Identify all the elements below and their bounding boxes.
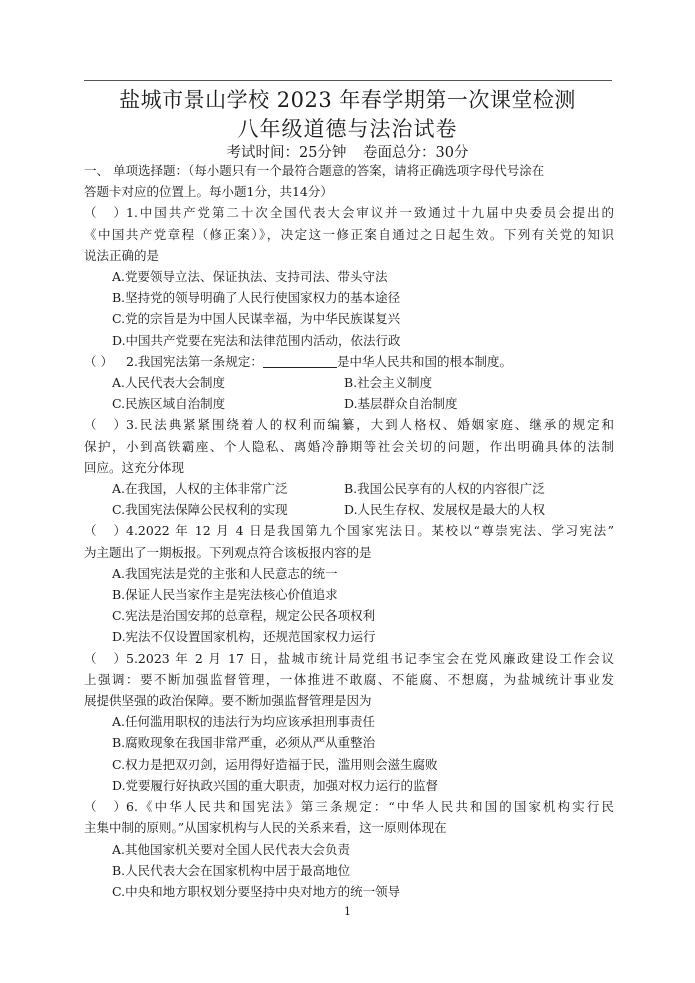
question-stem: 为主题出了一期板报。下列观点符合该板报内容的是	[84, 544, 372, 560]
total-score: 卷面总分：30分	[363, 145, 469, 161]
option-d: D.人民生存权、发展权是最大的人权	[344, 502, 546, 518]
option-c: C.党的宗旨是为中国人民谋幸福，为中华民族谋复兴	[112, 311, 401, 327]
option-a: A.在我国，人权的主体非常广泛	[112, 481, 288, 497]
option-b: B.社会主义制度	[344, 375, 433, 391]
option-c: C.宪法是治国安邦的总章程，规定公民各项权利	[112, 608, 376, 624]
section-heading: 一、 单项选择题：（每小题只有一个最符合题意的答案，请将正确选项字母代号涂在	[84, 163, 545, 178]
option-a: A.我国宪法是党的主张和人民意志的统一	[112, 565, 338, 581]
option-a: A.任何滥用职权的违法行为均应该承担刑事责任	[112, 714, 376, 730]
question-1	[84, 202, 614, 350]
answer-paren: （ ）	[84, 205, 126, 221]
header-rule	[84, 80, 612, 81]
option-a: A.其他国家机关要对全国人民代表大会负责	[112, 841, 351, 857]
option-c: C.权力是把双刃剑，运用得好造福于民，滥用则会滋生腐败	[112, 756, 438, 772]
question-4	[84, 520, 614, 647]
option-d: D.基层群众自治制度	[344, 396, 458, 412]
question-stem: 说法正确的是	[84, 247, 160, 263]
fill-blank	[263, 353, 337, 368]
page-number: 1	[344, 905, 351, 918]
option-a: A.人民代表大会制度	[112, 375, 226, 391]
option-b: B.坚持党的领导明确了人民行使国家权力的基本途径	[112, 290, 401, 306]
question-stem: 5.2023 年 2 月 17 日，盐城市统计局党组书记李宝会在党风廉政建设工作会议	[126, 650, 614, 666]
question-stem: 6.《中华人民共和国宪法》第三条规定：“中华人民共和国的国家机构实行民	[126, 799, 614, 815]
option-a: A.党要领导立法、保证执法、支持司法、带头守法	[112, 269, 388, 285]
option-b: B.保证人民当家作主是宪法核心价值追求	[112, 587, 338, 603]
question-stem: 展提供坚强的政治保障。要不断加强监督管理是因为	[84, 693, 372, 709]
option-b: B.我国公民享有的人权的内容很广泛	[344, 481, 545, 497]
question-5	[84, 648, 614, 796]
exam-time: 考试时间：25分钟	[226, 145, 347, 161]
question-stem: 主集中制的原则。”从国家机构与人民的关系来看，这一原则体现在	[84, 820, 447, 836]
answer-paren: （ ）	[84, 799, 126, 815]
question-stem: 3.民法典紧紧围绕着人的权利而编纂，大到人格权、婚姻家庭、继承的规定和	[126, 417, 614, 433]
question-3	[84, 414, 614, 520]
exam-body	[84, 160, 614, 902]
title-line-1: 盐城市景山学校 2023 年春学期第一次课堂检测	[119, 88, 576, 112]
question-2	[84, 351, 614, 415]
option-d: D.中国共产党要在宪法和法律范围内活动，依法行政	[112, 332, 401, 348]
question-stem: 回应。这充分体现	[84, 459, 185, 475]
question-stem: 保护，小到高铁霸座、个人隐私、离婚冷静期等社会关切的问题，作出明确具体的法制	[84, 438, 614, 454]
option-d: D.党要履行好执政兴国的重大职责，加强对权力运行的监督	[112, 777, 439, 793]
answer-paren: （ ）	[84, 523, 126, 539]
title-line-2: 八年级道德与法治试卷	[237, 117, 458, 141]
answer-paren: （ ）	[84, 417, 126, 433]
question-stem: 4.2022 年 12 月 4 日是我国第九个国家宪法日。某校以“尊崇宪法、学习宪法”	[126, 523, 614, 539]
answer-paren: （ ）	[84, 650, 126, 666]
option-c: C.我国宪法保障公民权利的实现	[112, 502, 288, 518]
question-stem: 上强调：要不断加强监督管理，一体推进不敢腐、不能腐、不想腐，为盐城统计事业发	[84, 671, 614, 687]
question-stem: 1.中国共产党第二十次全国代表大会审议并一致通过十九届中央委员会提出的	[126, 205, 614, 221]
question-stem: 《中国共产党章程（修正案）》，决定这一修正案自通过之日起生效。下列有关党的知识	[84, 226, 614, 242]
answer-paren: （ ）	[84, 353, 113, 369]
question-stem: 是中华人民共和国的根本制度。	[336, 353, 512, 369]
option-c: C.中央和地方职权划分要坚持中央对地方的统一领导	[112, 883, 401, 899]
option-b: B.腐败现象在我国非常严重，必须从严从重整治	[112, 735, 376, 751]
option-d: D.宪法不仅设置国家机构，还规范国家权力运行	[112, 629, 376, 645]
option-b: B.人民代表大会在国家机构中居于最高地位	[112, 862, 351, 878]
question-stem: 2.我国宪法第一条规定：	[126, 353, 263, 369]
exam-info	[0, 141, 695, 162]
question-6	[84, 796, 614, 902]
section-heading-cont: 答题卡对应的位置上。每小题1分，共14分）	[84, 184, 333, 200]
option-c: C.民族区域自治制度	[112, 396, 226, 412]
